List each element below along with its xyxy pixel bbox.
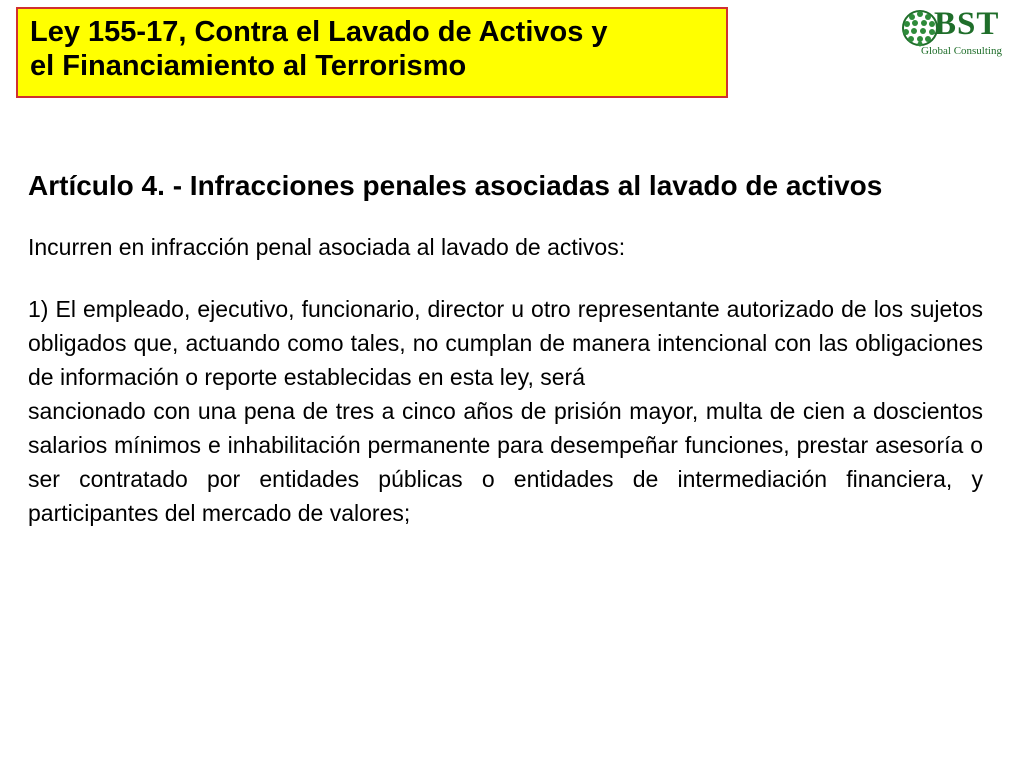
company-logo [898,4,1020,62]
article-item-1-part-2: sancionado con una pena de tres a cinco años de prisión mayor, multa de cien a doscientos salarios mínimos e inhabilitación permanente para desempeñar funciones, prestar asesoría o ser contratado por entidades públicas o entidades de intermediación financiera, y participantes del mercado de valores; [28,398,983,526]
slide-title-line-2: el Financiamiento al Terrorismo [30,50,467,82]
slide-title-line-1: Ley 155-17, Contra el Lavado de Activos y [30,16,608,48]
slide-title [30,15,716,83]
article-item-1-part-1: 1) El empleado, ejecutivo, funcionario, director u otro representante autorizado de los sujetos obligados que, actuando como tales, no cumplan de manera intencional con las obligaciones de información o reporte establecidas en esta ley, será [28,296,983,390]
article-body [28,167,983,530]
logo-tagline: Global Consulting [921,45,1002,57]
article-intro: Incurren en infracción penal asociada al lavado de activos: [28,234,626,260]
logo-brand: BST [934,6,1000,42]
title-box [16,7,728,98]
article-heading: Artículo 4. - Infracciones penales asociadas al lavado de activos [28,170,883,201]
